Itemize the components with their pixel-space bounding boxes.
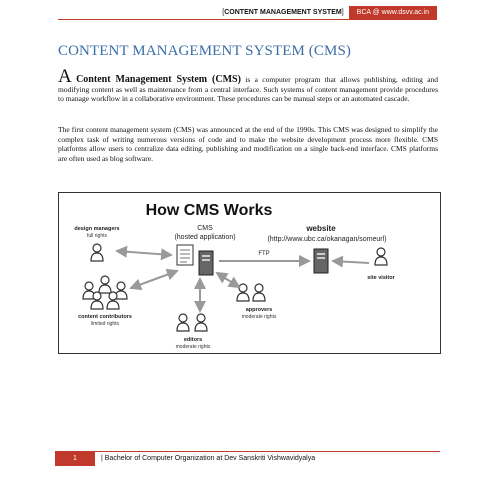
website-server-icon <box>314 249 328 273</box>
cms-sub-label: (hosted application) <box>174 234 236 241</box>
page-footer <box>55 451 440 465</box>
editors-icon <box>177 314 207 331</box>
editors-label: editors <box>183 337 203 343</box>
page-number: 1 <box>55 452 95 466</box>
diagram-title: How CMS Works <box>145 202 273 219</box>
site-visitor-icon <box>375 248 387 265</box>
editors-rights: moderate rights <box>175 344 211 350</box>
design-managers-arrow <box>117 251 171 255</box>
ftp-label: FTP <box>258 251 270 257</box>
intro-lead: Content Management System (CMS) <box>76 74 241 85</box>
contributors-arrow <box>131 271 177 288</box>
design-managers-rights: full rights <box>86 233 108 239</box>
cms-label: CMS <box>197 225 213 232</box>
approvers-label: approvers <box>245 307 273 313</box>
approvers-arrow <box>217 273 239 287</box>
page-title: CONTENT MANAGEMENT SYSTEM (CMS) <box>58 43 351 59</box>
intro-text: is a computer program that allows publishing, editing and modifying content as well as maintenance from a central interface. Such systems of content management provide procedures to manage workflow in a collaborative environment. These procedures can be manual steps or an automated cascade. <box>58 75 439 103</box>
drop-cap: A <box>58 66 72 87</box>
page-header <box>217 6 437 19</box>
header-site-badge: BCA @ www.dsvv.ac.in <box>349 6 437 19</box>
cms-diagram <box>58 192 441 354</box>
header-rule <box>58 19 437 20</box>
intro-paragraph <box>58 66 439 104</box>
content-contributors-rights: limited rights <box>90 321 120 327</box>
approvers-icon <box>237 284 265 301</box>
footer-text: | Bachelor of Computer Organization at Dev Sanskriti Vishwavidyalya <box>101 455 316 462</box>
content-contributors-label: content contributors <box>78 314 132 320</box>
header-doc-title: [CONTENT MANAGEMENT SYSTEM] <box>222 9 344 16</box>
content-contributors-icon <box>83 276 127 309</box>
design-manager-icon <box>91 244 103 261</box>
history-paragraph: The first content management system (CMS) was announced at the end of the 1990s. This CMS was designed to simplify the complex task of writing numerous versions of code and to make the website development process more flexible. CMS platforms allow users to centralize data editing, publishing and modification on a single back-end interface. CMS platforms are often used as blog software. <box>58 125 438 163</box>
visitor-arrow <box>333 261 369 263</box>
cms-server-icon <box>199 251 213 275</box>
design-managers-label: design managers <box>74 226 120 232</box>
cms-document-icon <box>177 245 193 265</box>
cms-diagram-svg <box>59 193 440 353</box>
website-url: (http://www.ubc.ca/okanagan/someurl) <box>267 236 387 243</box>
website-label: website <box>306 224 336 233</box>
site-visitor-label: site visitor <box>367 275 395 281</box>
approvers-rights: moderate rights <box>241 314 277 320</box>
